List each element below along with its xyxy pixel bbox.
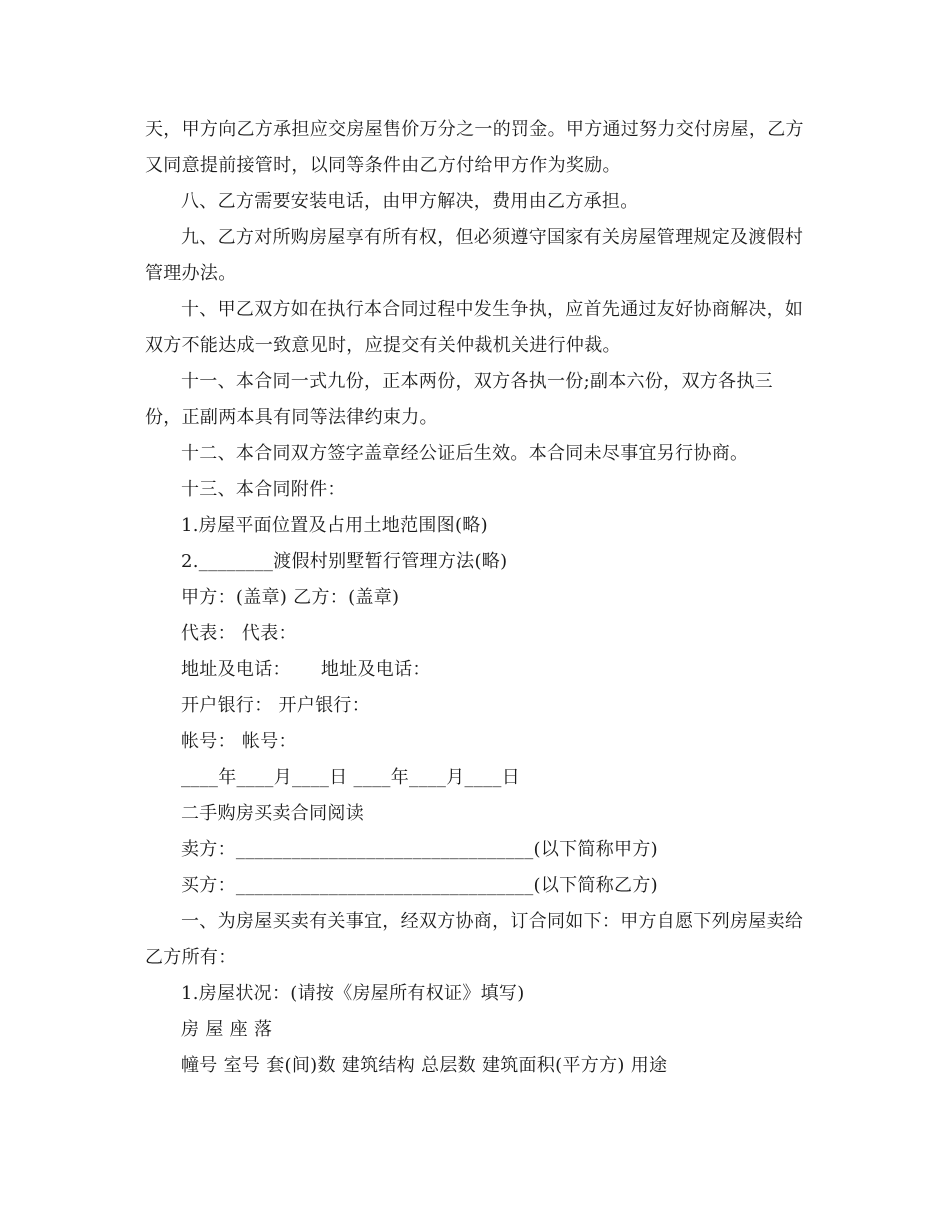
signature-seal-line: 甲方：(盖章) 乙方：(盖章) [181, 587, 400, 608]
property-location-label: 房 屋 座 落 [181, 1019, 273, 1040]
seller-line: 卖方：________________________________(以下简称甲方) [181, 839, 658, 860]
paragraph-clause-11: 十一、本合同一式九份，正本两份，双方各执一份;副本六份，双方各执三份，正副两本具有同等法律约束力。 [145, 371, 773, 428]
address-phone-line: 地址及电话： 地址及电话： [181, 659, 431, 680]
document-body [145, 112, 805, 1084]
paragraph-penalty-clause: 天，甲方向乙方承担应交房屋售价万分之一的罚金。甲方通过努力交付房屋，乙方又同意提前接管时，以同等条件由乙方付给甲方作为奖励。 [145, 119, 804, 176]
date-line: ____年____月____日 ____年____月____日 [181, 767, 521, 788]
paragraph-clause-1-sale: 一、为房屋买卖有关事宜，经双方协商，订合同如下：甲方自愿下列房屋卖给乙方所有： [145, 911, 804, 968]
paragraph-clause-13: 十三、本合同附件： [181, 479, 346, 500]
property-status-line: 1.房屋状况：(请按《房屋所有权证》填写) [181, 983, 525, 1004]
property-table-header: 幢号 室号 套(间)数 建筑结构 总层数 建筑面积(平方方) 用途 [181, 1055, 668, 1076]
paragraph-clause-10: 十、甲乙双方如在执行本合同过程中发生争执，应首先通过友好协商解决，如双方不能达成一致意见时，应提交有关仲裁机关进行仲裁。 [145, 299, 804, 356]
representative-line: 代表： 代表： [181, 623, 297, 644]
bank-line: 开户银行： 开户银行： [181, 695, 371, 716]
paragraph-clause-8: 八、乙方需要安装电话，由甲方解决，费用由乙方承担。 [181, 191, 639, 212]
attachment-item-2: 2.________渡假村别墅暂行管理方法(略) [181, 551, 508, 572]
paragraph-clause-9: 九、乙方对所购房屋享有所有权，但必须遵守国家有关房屋管理规定及渡假村管理办法。 [145, 227, 804, 284]
buyer-line: 买方：________________________________(以下简称乙方) [181, 875, 658, 896]
attachment-item-1: 1.房屋平面位置及占用土地范围图(略) [181, 515, 488, 536]
paragraph-clause-12: 十二、本合同双方签字盖章经公证后生效。本合同未尽事宜另行协商。 [181, 443, 749, 464]
account-line: 帐号： 帐号： [181, 731, 297, 752]
section-title: 二手购房买卖合同阅读 [181, 803, 364, 824]
